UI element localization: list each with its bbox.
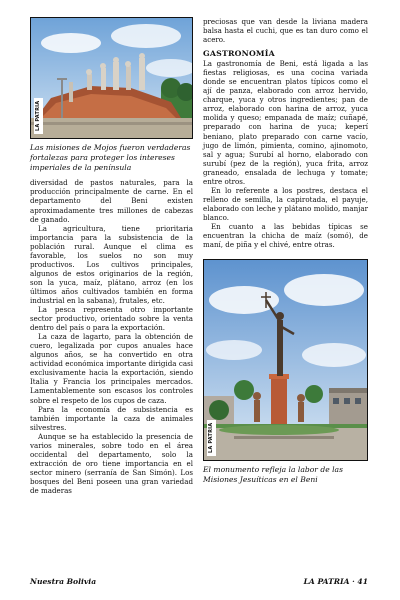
- photo-caption: El monumento refleja la labor de las Misiones Jesuíticas en el Beni: [203, 465, 343, 484]
- body-paragraph: preciosas que van desde la liviana madera balsa hasta el cuchi, que es tan duro como el acero.: [203, 17, 368, 45]
- monument-photo: [203, 259, 368, 461]
- body-paragraph: En lo referente a los postres, destaca el relleno de semilla, la capirotada, el payuje, elaborado con leche y plátano molido, manjar blanco.: [203, 185, 368, 222]
- body-paragraph: Aunque se ha establecido la presencia de varios minerales, sobre todo en el área occidental del departamento, solo la extracción de oro tiene importancia en el sector minero (serranía de San Simón). Los bosques del Beni poseen una gran variedad de maderas: [30, 431, 193, 495]
- monument-image: [204, 260, 367, 460]
- body-paragraph: La agricultura, tiene prioritaria importancia para la subsistencia de la población rural. Aunque el clima es favorable, los suelos no son muy productivos. Los cultivos principales, algunos de estos originarios de la región, son la yuca, maíz, plátano, arroz (en los últimos años cultivados también en forma industrial en la sabana), frutales, etc.: [30, 223, 193, 305]
- body-paragraph: La pesca representa otro importante sector productivo, orientado sobre la venta dentro del país o para la exportación.: [30, 305, 193, 333]
- mission-ruins-photo: [30, 17, 193, 139]
- left-column: [30, 0, 193, 495]
- body-paragraph: Para la economía de subsistencia es también importante la caza de animales silvestres.: [30, 404, 193, 432]
- photo-watermark: LA PATRIA: [207, 420, 216, 456]
- body-paragraph: La gastronomía de Beni, está ligada a las fiestas religiosas, es una cocina variada donde se encuentran platos típicos como el ají de panza, elaborado con arroz hervido, charque, yuca y otros ingredientes; pan de arroz, elaborado con harina de arroz, yuca molida y queso; empanada de maíz; cuñapé, preparado con harina de yuca; keperí beniano, plato preparado con carne vacío, jugo de limón, pimienta, comino, ajinomoto, sal y agua; Surubí al horno, elaborado con surubí (pez de la región), yuca frita, arroz graneado, ensalada de lechuga y tomate; entre otros.: [203, 59, 368, 186]
- body-paragraph: En cuanto a las bebidas típicas se encuentran la chicha de maíz (somó), de maní, de piña y el chivé, entre otras.: [203, 221, 368, 250]
- body-paragraph: diversidad de pastos naturales, para la producción principalmente de carne. En el departamento del Beni existen aproximadamente tres millones de cabezas de ganado.: [30, 178, 193, 224]
- section-heading: GASTRONOMÍA: [203, 49, 275, 59]
- body-paragraph: La caza de lagarto, para la obtención de cuero, legalizada por cupos anuales hace algunos años, se ha convertido en otra actividad económica importante dirigida casi exclusivamente hacia la exportación, siendo Italia y Francia los principales mercados. Lamentablemente son escasos los controles sobre el respeto de los cupos de caza.: [30, 332, 193, 405]
- footer-page-number: LA PATRIA · 41: [303, 577, 368, 586]
- mission-ruins-image: [31, 18, 192, 138]
- right-column: [203, 0, 368, 491]
- photo-watermark: LA PATRIA: [34, 98, 43, 134]
- photo-caption: Las misiones de Mojos fueron verdaderas fortalezas para proteger los intereses imperiales de la península: [30, 143, 191, 172]
- footer-section-title: Nuestra Bolivia: [30, 577, 97, 586]
